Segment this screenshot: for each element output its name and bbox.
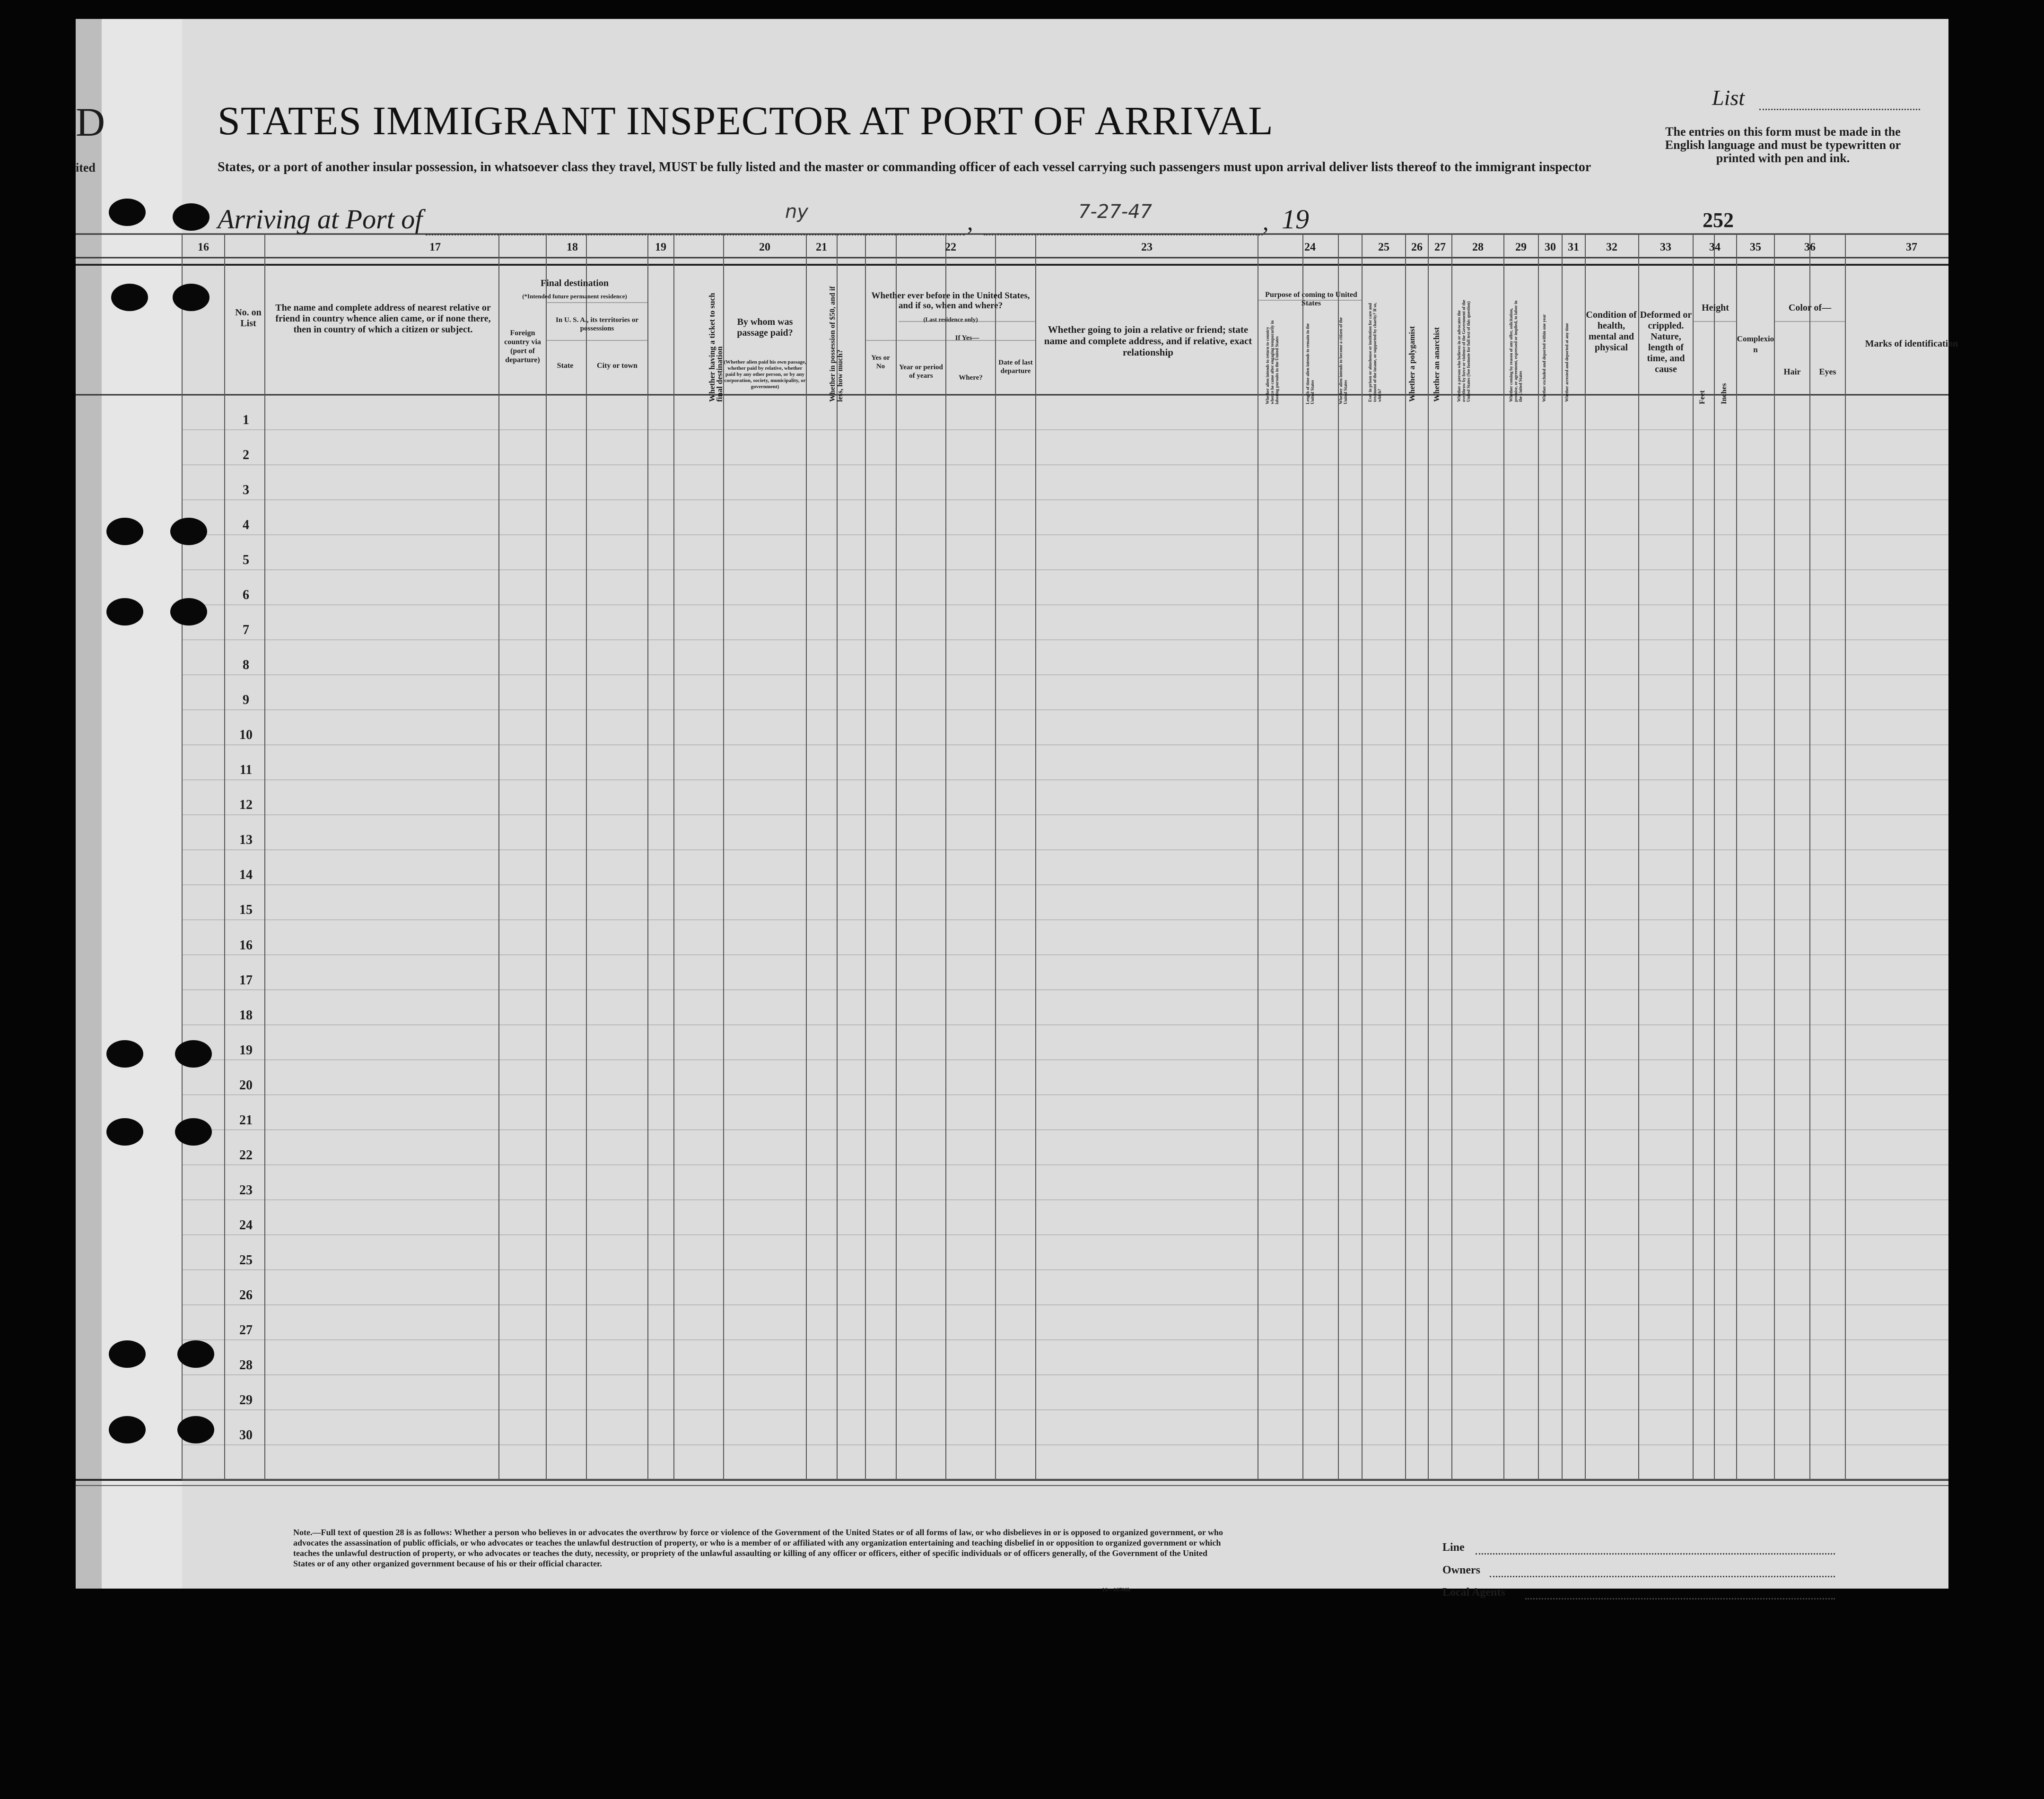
column-number: 30 xyxy=(1545,241,1556,253)
col18-note: (*Intended future permanent residence) xyxy=(522,293,627,300)
col31-header: Whether arrested and deported at any time xyxy=(1564,323,1569,402)
column-number: 19 xyxy=(655,241,666,253)
punch-hole xyxy=(170,598,207,626)
punch-hole xyxy=(111,284,148,311)
col27-header: Whether an anarchist xyxy=(1432,327,1441,402)
date-handwritten: 7-27-47 xyxy=(1078,201,1153,223)
agents-field xyxy=(1525,1598,1835,1599)
row-number: 4 xyxy=(243,518,249,533)
row-number: 12 xyxy=(239,798,253,813)
col29-header: Whether coming by reason of any offer, solicitation, promise, or agreement, expressed or implied, to labor in the United States xyxy=(1509,300,1523,402)
column-number: 17 xyxy=(429,241,441,253)
punch-hole xyxy=(177,1340,214,1368)
col20-note: (Whether alien paid his own passage, whether paid by relative, whether paid by any other person, or by any corporation, society, municipality, or government) xyxy=(724,359,806,390)
row-number: 28 xyxy=(239,1357,253,1373)
row-number: 24 xyxy=(239,1217,253,1233)
col18-title: Final destination xyxy=(541,278,609,288)
col34-inches: Inches xyxy=(1720,383,1728,404)
owners-label: Owners xyxy=(1442,1564,1480,1576)
list-number: 252 xyxy=(1703,209,1734,232)
col24-c: Whether alien intends to become a citizen of the United States xyxy=(1338,317,1348,404)
col16-header: No. on List xyxy=(235,307,262,329)
left-fragment-text: ited xyxy=(76,161,96,174)
footnote-q28: Note.—Full text of question 28 is as follows: Whether a person who believes in or advocates the overthrow by force or violence of the Government of the United States or of all forms of law, or who disbelieves in or is opposed to organized government, or who advocates the assassination of public officials, or who advocates or teaches the unlawful destruction of property, or who is a member of or affiliated with any organization entertaining and teaching disbelief in or opposition to organized government or which teaches the unlawful destruction of property, or who advocates or teaches the duty, necessity, or propriety of the unlawful assaulting or killing of any officer or officers, either of specific individuals or of officers generally, of the Government of the United States or of any other organized government because of his or their official character. xyxy=(293,1528,1223,1568)
col36-title: Color of— xyxy=(1788,303,1832,313)
col22-date: Date of last departure xyxy=(998,359,1033,375)
punch-hole xyxy=(106,1118,143,1146)
column-number: 16 xyxy=(198,241,209,253)
punch-hole xyxy=(175,1118,212,1146)
col17-header: The name and complete address of nearest relative or friend in country whence alien came, or if none there, then in country of which a citizen or subject. xyxy=(275,303,491,335)
row-number: 14 xyxy=(239,868,253,883)
column-number: 33 xyxy=(1660,241,1671,253)
punch-hole xyxy=(109,1340,146,1368)
column-number: 37 xyxy=(1906,241,1917,253)
col22-years: Year or period of years xyxy=(899,364,943,380)
punch-hole xyxy=(106,598,143,626)
punch-hole xyxy=(109,1416,146,1443)
row-number: 18 xyxy=(239,1008,253,1023)
col37-header: Marks of identification xyxy=(1865,339,1958,349)
column-number: 34 xyxy=(1709,241,1721,253)
form-notice: The entries on this form must be made in the English language and must be typewritten or printed with pen and ink. xyxy=(1665,125,1901,165)
row-number: 15 xyxy=(239,903,253,918)
column-number: 32 xyxy=(1606,241,1617,253)
form-code: 16—16700b xyxy=(1102,1586,1131,1593)
column-number: 23 xyxy=(1141,241,1153,253)
column-number: 24 xyxy=(1304,241,1316,253)
row-number: 10 xyxy=(239,728,253,743)
row-number: 22 xyxy=(239,1147,253,1163)
col18-state: State xyxy=(557,362,574,370)
row-number: 1 xyxy=(243,413,249,428)
column-number: 21 xyxy=(816,241,827,253)
manifest-page xyxy=(76,19,1958,1599)
column-number: 22 xyxy=(945,241,956,253)
col24-b: Length of time alien intends to remain in the United States xyxy=(1305,323,1315,404)
col30-header: Whether excluded and deported within one year xyxy=(1542,314,1546,402)
col36-hair: Hair xyxy=(1783,367,1801,376)
port-handwritten: ny xyxy=(785,201,809,223)
punch-hole xyxy=(177,1416,214,1443)
comma-2: , xyxy=(1263,209,1269,235)
row-number: 5 xyxy=(243,553,249,568)
row-number: 11 xyxy=(239,763,253,778)
col21-header: Whether in possession of $50, and if less, how much? xyxy=(829,286,844,402)
col24-a: Whether alien intends to return to country whence he came after engaging temporarily in laboring pursuits in the United States xyxy=(1265,320,1279,404)
left-fragment-letter: D xyxy=(76,99,105,145)
row-number: 3 xyxy=(243,483,249,498)
col33-header: Deformed or crippled. Nature, length of time, and cause xyxy=(1640,310,1692,374)
col25-header: Ever in prison or almshouse or institution for care and treatment of the insane, or supported by charity? If so, which? xyxy=(1368,303,1382,402)
col26-header: Whether a polygamist xyxy=(1407,326,1416,402)
row-number: 30 xyxy=(239,1427,253,1443)
column-number: 31 xyxy=(1568,241,1579,253)
punch-hole xyxy=(106,518,143,545)
row-number: 16 xyxy=(239,938,253,953)
column-number: 35 xyxy=(1750,241,1761,253)
agents-label: Local Agents xyxy=(1442,1586,1505,1599)
list-label: List xyxy=(1712,86,1745,110)
col22-where: Where? xyxy=(959,374,983,382)
column-number: 20 xyxy=(759,241,770,253)
column-number: 18 xyxy=(567,241,578,253)
col22-note: (Last residence only) xyxy=(923,316,978,323)
col22-ifyes: If Yes— xyxy=(955,334,979,342)
column-number: 26 xyxy=(1411,241,1423,253)
column-number: 28 xyxy=(1472,241,1484,253)
col19-header: Whether having a ticket to such final destination xyxy=(708,293,724,402)
row-number: 19 xyxy=(239,1043,253,1058)
row-number: 27 xyxy=(239,1322,253,1338)
col35-header: Complexion xyxy=(1737,334,1774,354)
owners-field xyxy=(1490,1576,1835,1577)
column-number: 25 xyxy=(1378,241,1389,253)
row-number: 29 xyxy=(239,1392,253,1408)
col20-title: By whom was passage paid? xyxy=(737,317,793,338)
col24-title: Purpose of coming to United States xyxy=(1265,291,1357,307)
row-number: 8 xyxy=(243,658,249,673)
column-number: 29 xyxy=(1515,241,1527,253)
page-subtitle: States, or a port of another insular possession, in whatsoever class they travel, MUST be fully listed and the master or commanding officer of each vessel carrying such passengers must upon arrival deliver lists thereof to the immigrant inspector xyxy=(218,160,1591,174)
row-number: 23 xyxy=(239,1182,253,1198)
year-prefix: 19 xyxy=(1282,204,1309,235)
page-title: STATES IMMIGRANT INSPECTOR AT PORT OF ARRIVAL xyxy=(218,98,1274,143)
col23-header: Whether going to join a relative or friend; state name and complete address, and if relative, exact relationship xyxy=(1044,324,1252,358)
row-number: 9 xyxy=(243,693,249,708)
col34-title: Height xyxy=(1702,303,1729,313)
row-number: 6 xyxy=(243,588,249,603)
row-number: 21 xyxy=(239,1112,253,1128)
col18-city: City or town xyxy=(597,362,638,370)
line-label: Line xyxy=(1442,1541,1465,1554)
col36-eyes: Eyes xyxy=(1819,367,1836,376)
row-number: 13 xyxy=(239,833,253,848)
row-number: 26 xyxy=(239,1287,253,1303)
punch-hole xyxy=(106,1040,143,1068)
column-number: 27 xyxy=(1434,241,1446,253)
row-number: 2 xyxy=(243,448,249,463)
line-field xyxy=(1476,1553,1835,1555)
punch-hole xyxy=(109,199,146,226)
col34-feet: Feet xyxy=(1698,390,1706,404)
table-grid xyxy=(76,19,1948,1589)
col22-title: Whether ever before in the United States, and if so, when and where? xyxy=(871,291,1030,311)
col22-yesno: Yes or No xyxy=(871,354,890,370)
col28-header: Whether a person who believes in or advocates the overthrow by force or violence of the Government of the United States (See footnote for full text of this question) xyxy=(1457,300,1471,402)
row-number: 7 xyxy=(243,623,249,638)
punch-hole xyxy=(170,518,207,545)
row-number: 17 xyxy=(239,973,253,988)
comma-1: , xyxy=(967,209,973,235)
row-number: 20 xyxy=(239,1078,253,1093)
col18-foreign: Foreign country via (port of departure) xyxy=(504,329,541,364)
punch-hole xyxy=(175,1040,212,1068)
col18-usa: In U. S. A., its territories or possessions xyxy=(556,316,638,332)
column-number: 36 xyxy=(1804,241,1816,253)
punch-hole xyxy=(173,203,210,231)
arriving-label: Arriving at Port of xyxy=(218,204,423,235)
row-number: 25 xyxy=(239,1252,253,1268)
col32-header: Condition of health, mental and physical xyxy=(1586,310,1637,353)
punch-hole xyxy=(173,284,210,311)
